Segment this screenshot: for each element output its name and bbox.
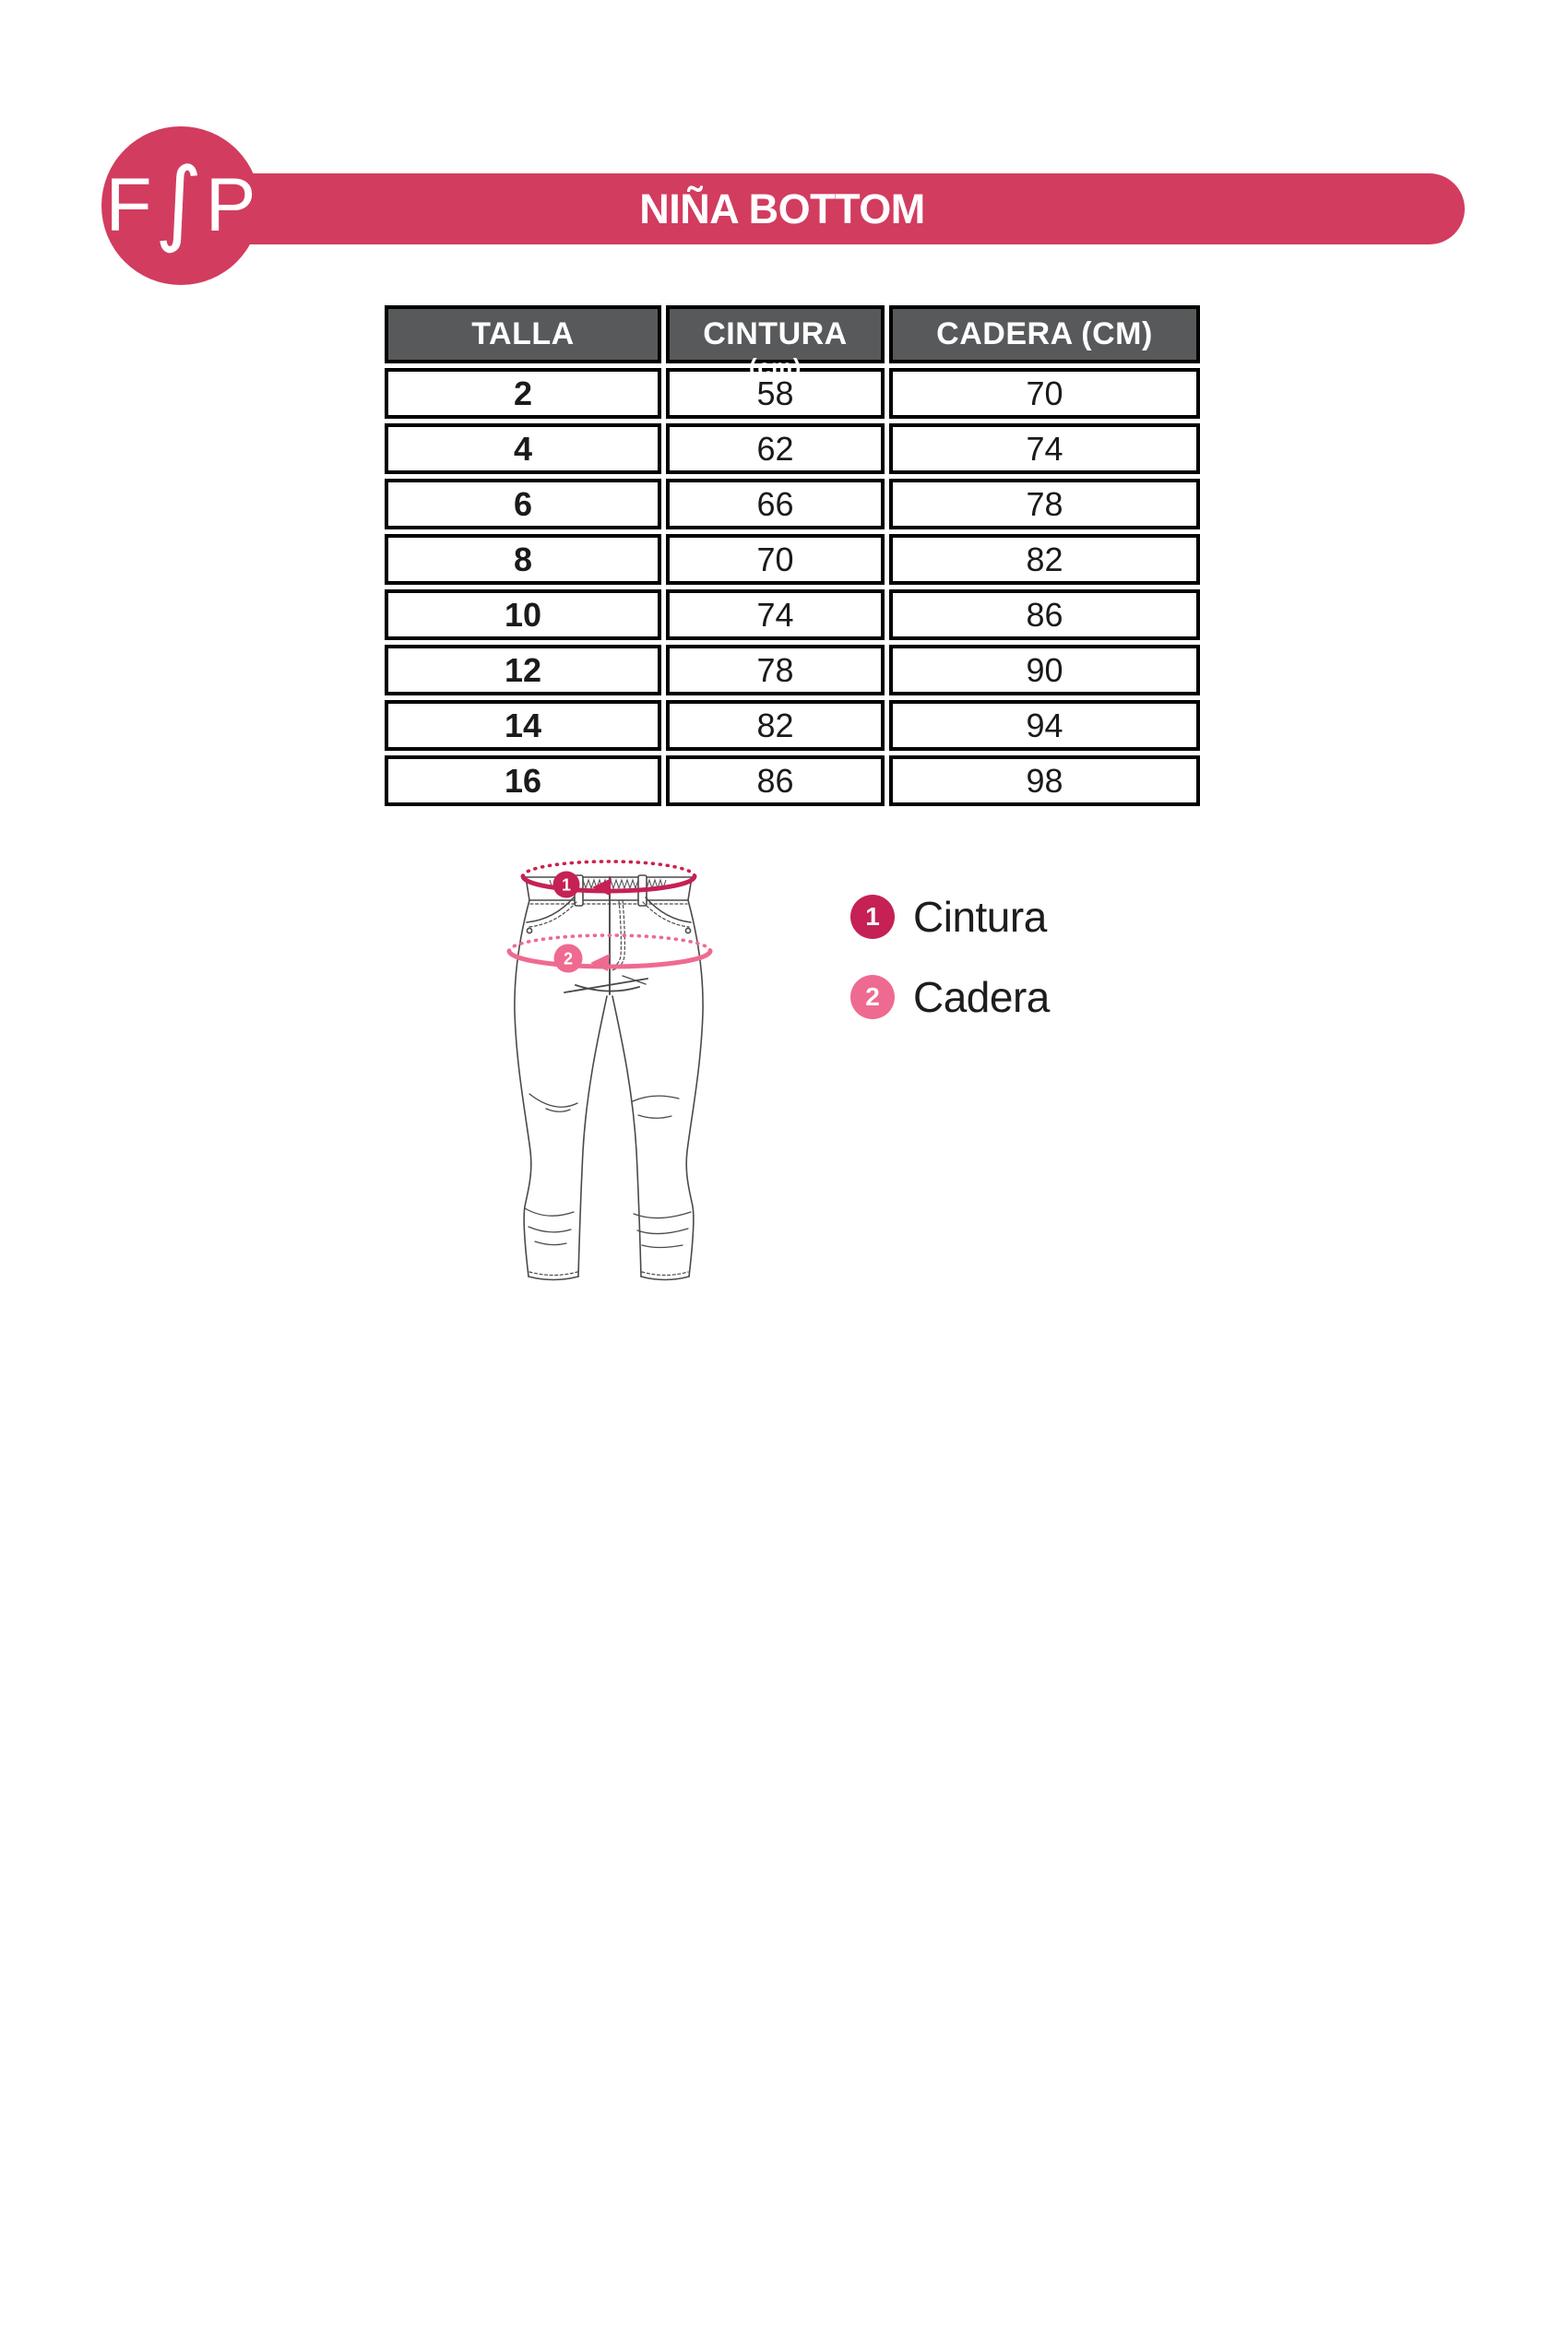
table-cell-cadera: 78 [889,479,1200,529]
column-header-cadera: CADERA (CM) [889,305,1200,363]
legend-marker-1: 1 [850,895,895,939]
logo-letter-p: P [205,163,256,247]
legend-item-cintura [850,892,1050,942]
table-cell-cadera: 94 [889,700,1200,751]
logo-letter-f: F [105,163,152,247]
table-cell-talla: 16 [385,755,661,806]
table-cell-cintura: 78 [666,645,885,695]
table-cell-cintura: 82 [666,700,885,751]
table-cell-cadera: 74 [889,423,1200,474]
table-cell-talla: 12 [385,645,661,695]
legend-marker-2: 2 [850,975,895,1019]
table-cell-cintura: 66 [666,479,885,529]
table-cell-talla: 8 [385,534,661,585]
table-cell-cadera: 90 [889,645,1200,695]
table-cell-cintura: 70 [666,534,885,585]
column-header-cintura-unit-clipped: (cm) [749,353,802,381]
table-cell-cintura: 86 [666,755,885,806]
page-title: NIÑA BOTTOM [639,184,925,232]
table-cell-talla: 10 [385,589,661,640]
table-cell-talla: 2 [385,368,661,419]
table-cell-cintura: 62 [666,423,885,474]
measurement-legend [850,892,1050,1022]
title-banner [212,173,1465,244]
table-cell-talla: 14 [385,700,661,751]
table-cell-talla: 4 [385,423,661,474]
table-cell-cintura: 74 [666,589,885,640]
column-header-cintura-label: CINTURA [703,316,848,351]
legend-label-cintura: Cintura [913,893,1047,941]
table-cell-cadera: 86 [889,589,1200,640]
table-cell-cadera: 82 [889,534,1200,585]
waist-marker-1 [553,872,580,898]
table-cell-cintura: 58 [666,368,885,419]
brand-logo [101,126,260,285]
legend-item-cadera [850,972,1050,1022]
table-cell-talla: 6 [385,479,661,529]
hip-marker-2 [554,944,583,973]
table-cell-cadera: 70 [889,368,1200,419]
svg-text:1: 1 [561,875,572,895]
table-cell-cadera: 98 [889,755,1200,806]
jeans-illustration [498,847,719,1308]
legend-label-cadera: Cadera [913,973,1050,1021]
size-table [385,305,1200,806]
column-header-cintura [666,305,885,381]
column-header-talla: TALLA [385,305,661,363]
logo-swirl-icon: ∫ [154,148,203,255]
svg-text:2: 2 [563,949,574,968]
